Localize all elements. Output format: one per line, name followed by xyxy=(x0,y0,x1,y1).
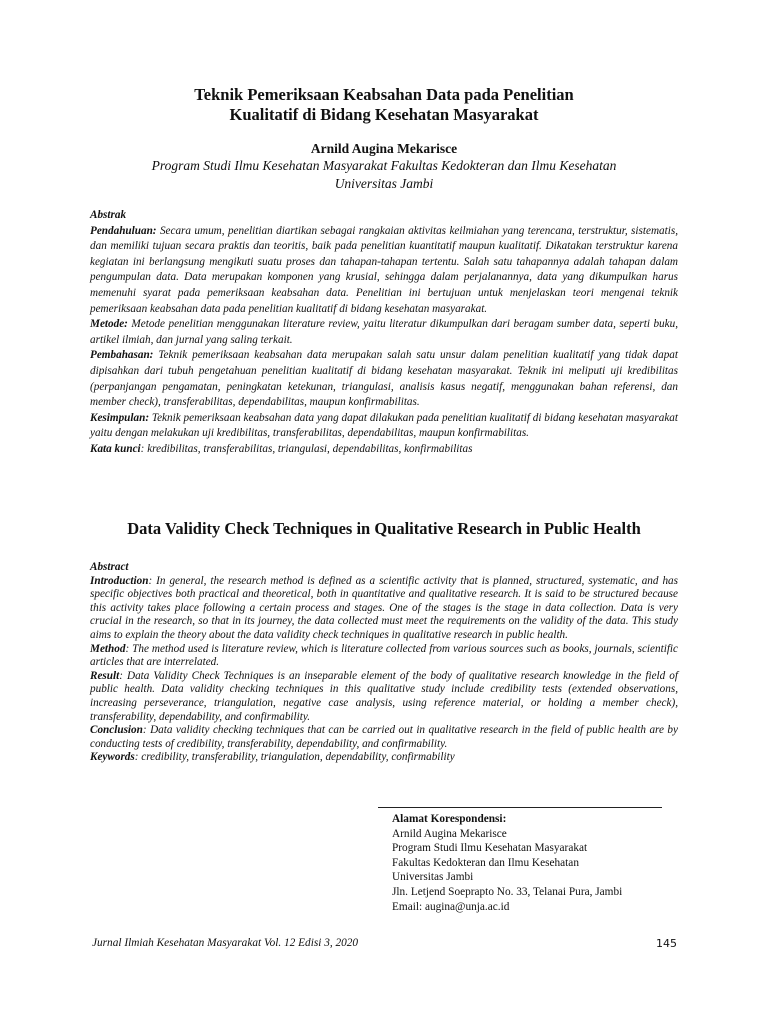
abstract-heading: Abstract xyxy=(90,561,129,573)
keywords-label: Keywords xyxy=(90,751,135,764)
correspondence-block xyxy=(392,812,692,914)
abstract-introduction xyxy=(90,575,678,643)
pembahasan-text: Teknik pemeriksaan keabsahan data merupakan salah satu unsur dalam penelitian kualitatif yang tidak dapat dipisahkan dari tubuh pengetahuan penelitian kualitatif di bidang kesehatan masyarakat. Teknik ini meliputi uji kredibilitas (perpanjangan pengamatan, peningkatan ketekunan, triangulasi, analisis kasus negatif, menggunakan bahan referensi, dan member check), transferabilitas, dependabilitas, maupun konfirmabilitas. xyxy=(90,349,678,409)
kesimpulan-label: Kesimpulan: xyxy=(90,411,150,424)
correspondence-dept: Program Studi Ilmu Kesehatan Masyarakat xyxy=(392,842,588,855)
result-text: : Data Validity Check Techniques is an inseparable element of the body of qualitative research knowledge in the field of public health. Data validity checking techniques in this qualitative study include credibility tests (extended observations, increasing perseverance, triangulation, negative case analysis, using reference material, or holding a member check), transferability, dependability, and confirmability. xyxy=(90,669,678,723)
affiliation-line-1: Program Studi Ilmu Kesehatan Masyarakat Fakultas Kedokteran dan Ilmu Kesehatan xyxy=(151,158,617,173)
conclusion-label: Conclusion xyxy=(90,724,143,737)
metode-label: Metode: xyxy=(90,318,128,331)
katakunci-text: : kredibilitas, transferabilitas, triangulasi, dependabilitas, konfirmabilitas xyxy=(140,442,473,455)
pendahuluan-label: Pendahuluan: xyxy=(90,224,157,237)
abstrak-pendahuluan xyxy=(90,224,678,318)
abstract-result xyxy=(90,670,678,724)
footer-journal-citation: Jurnal Ilmiah Kesehatan Masyarakat Vol. 12 Edisi 3, 2020 xyxy=(92,937,359,949)
abstract-section xyxy=(90,561,678,765)
footer-page-number: 145 xyxy=(656,937,677,950)
conclusion-text: : Data validity checking techniques that can be carried out in qualitative research in the field of public health are by conducting tests of credibility, transferability, dependability, and confirmability. xyxy=(90,724,678,750)
abstrak-kesimpulan xyxy=(90,411,678,442)
result-label: Result xyxy=(90,669,120,682)
metode-text: Metode penelitian menggunakan literature review, yaitu literatur dikumpulkan dari beragam sumber data, seperti buku, artikel ilmiah, dan jurnal yang saling terkait. xyxy=(90,318,678,346)
title-line-1: Teknik Pemeriksaan Keabsahan Data pada Penelitian xyxy=(194,85,574,104)
author-affiliation xyxy=(100,157,668,192)
keywords-text: : credibility, transferability, triangulation, dependability, confirmability xyxy=(134,751,455,764)
kesimpulan-text: Teknik pemeriksaan keabsahan data yang dapat dilakukan pada penelitian kualitatif di bidang kesehatan masyarakat yaitu dengan melakukan uji kredibilitas, transferabilitas, dependabilitas, maupun konfirmabilitas. xyxy=(90,411,678,440)
abstract-keywords xyxy=(90,751,678,765)
article-title-indonesian xyxy=(90,85,678,125)
abstrak-kata-kunci xyxy=(90,442,678,458)
correspondence-heading: Alamat Korespondensi: xyxy=(392,813,507,825)
abstract-conclusion xyxy=(90,724,678,751)
pembahasan-label: Pembahasan: xyxy=(90,349,154,362)
correspondence-faculty: Fakultas Kedokteran dan Ilmu Kesehatan xyxy=(392,856,579,869)
pendahuluan-text: Secara umum, penelitian diartikan sebagai rangkaian aktivitas keilmiahan yang terencana, terstruktur, sistematis, dan memiliki tujuan secara praktis dan teoritis, baik pada penelitian kuantitatif maupun kualitatif. Dikatakan terstruktur karena kegiatan ini berlangsung mengikuti suatu proses dan tahapan-tahapan tertentu. Salah satu tahapannya adalah tahapan dalam pengumpulan data. Data merupakan komponen yang krusial, sehingga dalam perjalanannya, data yang dikumpulkan harus memenuhi syarat pada pemeriksaan keabsahan data. Penelitian ini bertujuan untuk menjelaskan teori mengenai teknik pemeriksaan keabsahan data pada penelitian kualitatif di bidang kesehatan masyarakat. xyxy=(90,224,678,315)
abstrak-metode xyxy=(90,317,678,348)
katakunci-label: Kata kunci xyxy=(90,442,141,455)
title-line-2: Kualitatif di Bidang Kesehatan Masyarakat xyxy=(229,105,539,124)
introduction-text: : In general, the research method is defined as a scientific activity that is planned, structured, systematic, and has specific objectives both practical and theoretical, both in quantitative and qualitative research. It is said to be structured because this activity takes place following a certain process and stages. One of the stages is the stage in data collection. Data is very crucial in the research, so that in its journey, the data collected must meet the requirements on the validity of the data. This study aims to explain the theory about the data validity check techniques in qualitative research in public health. xyxy=(90,574,678,641)
author-name: Arnild Augina Mekarisce xyxy=(310,141,458,156)
correspondence-name: Arnild Augina Mekarisce xyxy=(392,827,507,840)
abstrak-heading: Abstrak xyxy=(90,209,127,221)
abstract-method xyxy=(90,643,678,670)
introduction-label: Introduction xyxy=(90,574,149,587)
method-label: Method xyxy=(90,642,126,655)
correspondence-divider xyxy=(378,807,662,808)
abstrak-pembahasan xyxy=(90,348,678,410)
correspondence-email: Email: augina@unja.ac.id xyxy=(392,900,510,913)
method-text: : The method used is literature review, which is literature collected from various sources such as books, journals, scientific articles that are interrelated. xyxy=(90,642,678,669)
correspondence-university: Universitas Jambi xyxy=(392,871,474,884)
affiliation-line-2: Universitas Jambi xyxy=(334,175,434,191)
article-title-english: Data Validity Check Techniques in Qualitative Research in Public Health xyxy=(127,519,641,538)
correspondence-address: Jln. Letjend Soeprapto No. 33, Telanai Pura, Jambi xyxy=(392,885,623,898)
abstrak-section xyxy=(90,208,678,458)
